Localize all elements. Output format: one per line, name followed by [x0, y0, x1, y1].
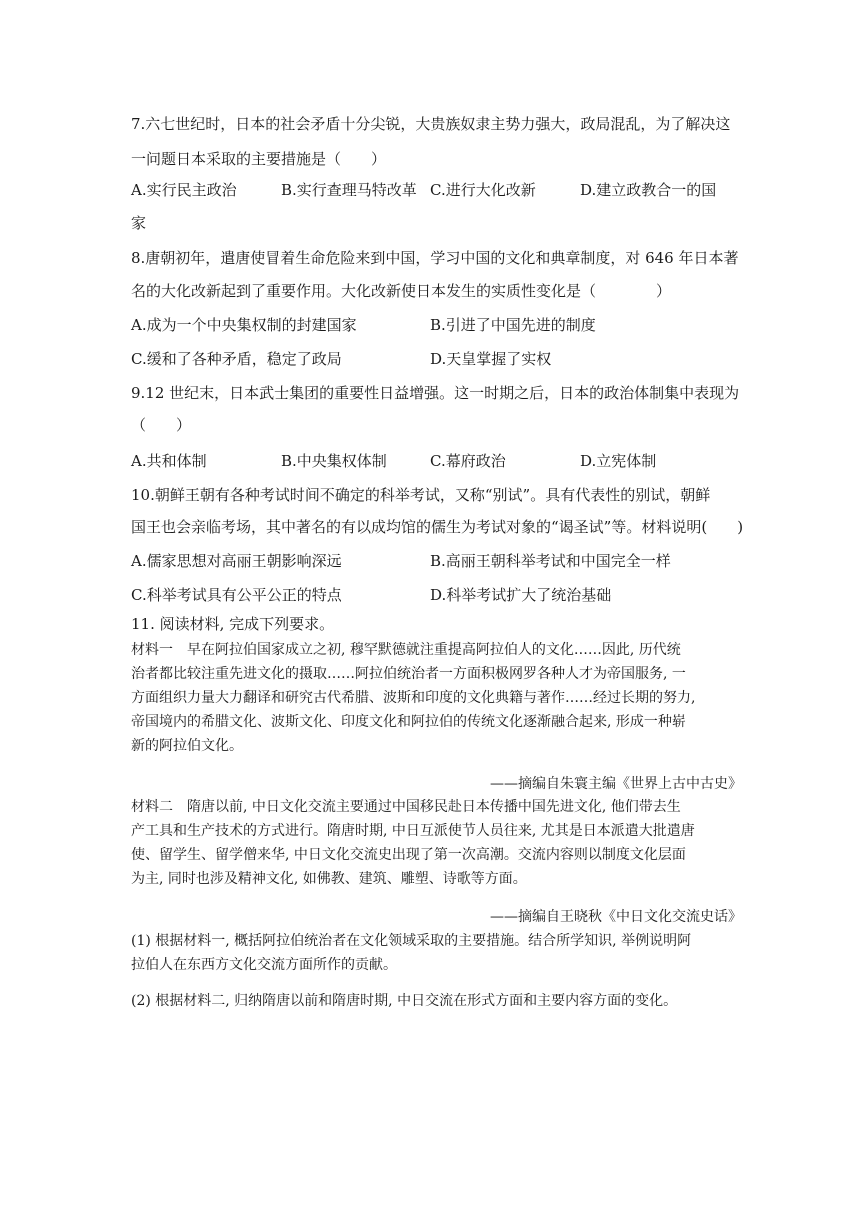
material2-line: 材料二 隋唐以前, 中日文化交流主要通过中国移民赴日本传播中国先进文化, 他们带去生	[131, 799, 681, 815]
q8-option-b: B.引进了中国先进的制度	[430, 316, 596, 334]
material1-line: 帝国境内的希腊文化、波斯文化、印度文化和阿拉伯的传统文化逐渐融合起来, 形成一种崭	[131, 714, 686, 730]
material2-line: 产工具和生产技术的方式进行。隋唐时期, 中日互派使节人员往来, 尤其是日本派遣大批遣唐	[131, 823, 695, 839]
q7-option-d: D.建立政教合一的国	[580, 181, 717, 199]
q7-stem-line1: 7.六七世纪时，日本的社会矛盾十分尖锐，大贵族奴隶主势力强大，政局混乱，为了解决这	[131, 115, 731, 133]
requirement-1-line: (1) 根据材料一, 概括阿拉伯统治者在文化领域采取的主要措施。结合所学知识, 举例说明阿	[131, 933, 692, 949]
q8-stem-line2: 名的大化改新起到了重要作用。大化改新使日本发生的实质性变化是（ ）	[131, 282, 672, 300]
q10-option-b: B.高丽王朝科举考试和中国完全一样	[430, 552, 671, 570]
material2-line: 使、留学生、留学僧来华, 中日文化交流史出现了第一次高潮。交流内容则以制度文化层面	[131, 847, 686, 863]
material2-source: ——摘编自王晓秋《中日文化交流史话》	[490, 909, 742, 925]
q10-stem-line2: 国王也会亲临考场，其中著名的有以成均馆的儒生为考试对象的“谒圣试”等。材料说明( )	[131, 518, 744, 536]
requirement-1-line: 拉伯人在东西方文化交流方面所作的贡献。	[131, 957, 397, 973]
q7-option-a: A.实行民主政治	[131, 181, 237, 199]
q7-option-d-wrap: 家	[131, 214, 147, 232]
q9-option-d: D.立宪体制	[580, 452, 657, 470]
q8-option-d: D.天皇掌握了实权	[430, 350, 552, 368]
material1-source: ——摘编自朱寰主编《世界上古中古史》	[490, 776, 742, 792]
q8-stem-line1: 8.唐朝初年，遣唐使冒着生命危险来到中国，学习中国的文化和典章制度，对 646 年日本著	[131, 249, 739, 267]
material2-line: 为主, 同时也涉及精神文化, 如佛教、建筑、雕塑、诗歌等方面。	[131, 871, 527, 887]
q10-option-c: C.科举考试具有公平公正的特点	[131, 586, 342, 604]
material1-line: 新的阿拉伯文化。	[131, 738, 243, 754]
q10-option-d: D.科举考试扩大了统治基础	[430, 586, 612, 604]
q10-option-a: A.儒家思想对高丽王朝影响深远	[131, 552, 342, 570]
requirement-2: (2) 根据材料二, 归纳隋唐以前和隋唐时期, 中日交流在形式方面和主要内容方面的变化。	[131, 993, 678, 1009]
material1-line: 治者都比较注重先进文化的摄取……阿拉伯统治者一方面积极网罗各种人才为帝国服务, 一	[131, 666, 686, 682]
q7-option-c: C.进行大化改新	[430, 181, 536, 199]
q7-stem-line2: 一问题日本采取的主要措施是（ ）	[131, 150, 387, 168]
material1-line: 材料一 早在阿拉伯国家成立之初, 穆罕默德就注重提高阿拉伯人的文化……因此, 历代统	[131, 642, 681, 658]
q8-option-c: C.缓和了各种矛盾，稳定了政局	[131, 350, 342, 368]
q9-option-b: B.中央集权体制	[281, 452, 387, 470]
q9-option-a: A.共和体制	[131, 452, 207, 470]
q9-option-c: C.幕府政治	[430, 452, 506, 470]
q9-stem-line1: 9.12 世纪末，日本武士集团的重要性日益增强。这一时期之后，日本的政治体制集中表现为	[131, 384, 740, 402]
q11-title: 11. 阅读材料, 完成下列要求。	[131, 615, 335, 633]
q7-option-b: B.实行查理马特改革	[281, 181, 417, 199]
q10-stem-line1: 10.朝鲜王朝有各种考试时间不确定的科举考试，又称“别试”。具有代表性的别试，朝鲜	[131, 486, 711, 504]
q8-option-a: A.成为一个中央集权制的封建国家	[131, 316, 357, 334]
q9-stem-line2: （ ）	[131, 416, 192, 434]
material1-line: 方面组织力量大力翻译和研究古代希腊、波斯和印度的文化典籍与著作……经过长期的努力,	[131, 690, 696, 706]
